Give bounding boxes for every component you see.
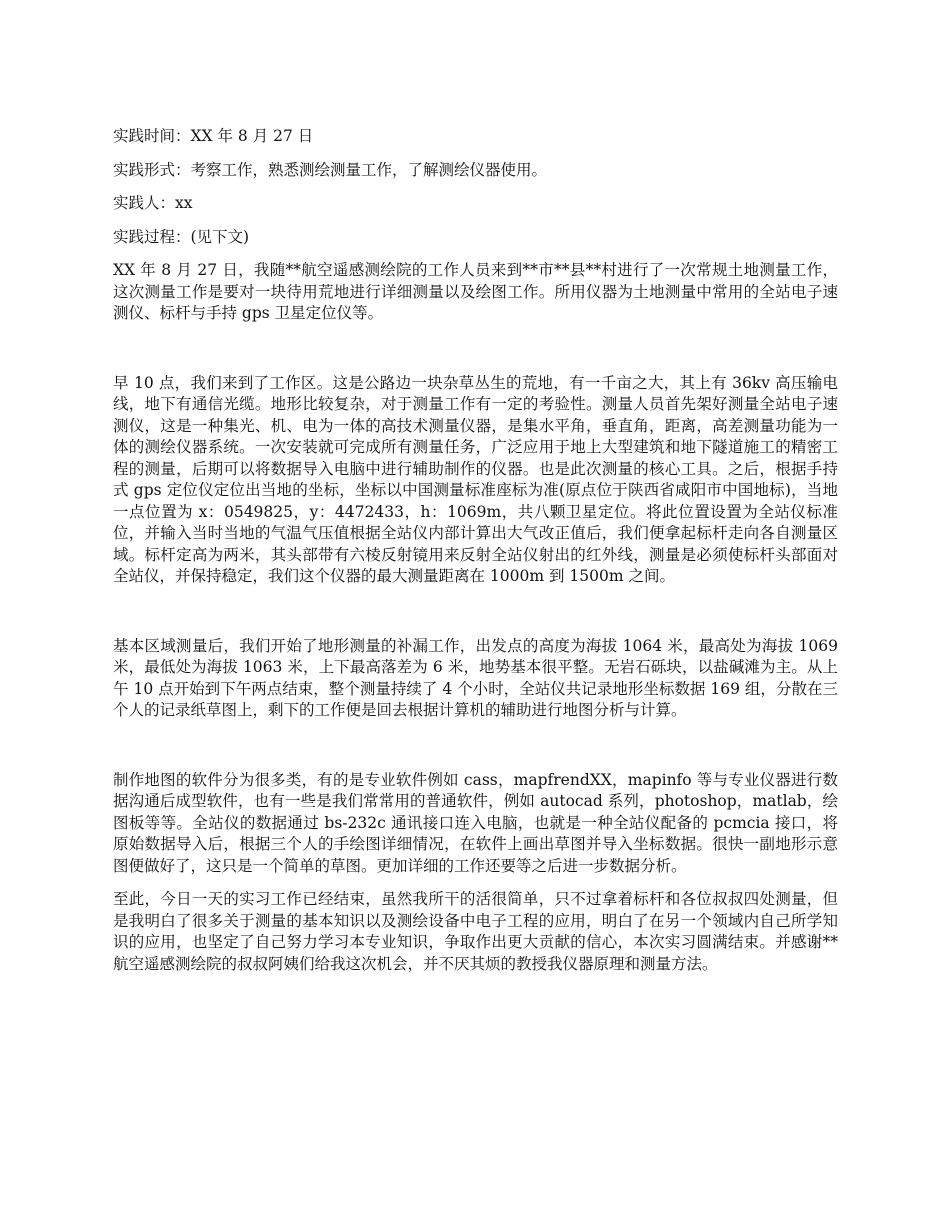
paragraph-map-software: 制作地图的软件分为很多类，有的是专业软件例如 cass，mapfrendXX，mapinfo 等与专业仪器进行数据沟通后成型软件，也有一些是我们常常用的普通软件，例如 autocad 系列，photoshop，matlab，绘图板等等。全站仪的数据通过 bs-232c 通讯接口连入电脑，也就是一种全站仪配备的 pcmcia 接口，将原始数据导入后，根据三个人的手绘图详细情况，在软件上画出草图并导入坐标数据。很快一副地形示意图便做好了，这只是一个简单的草图。更加详细的工作还要等之后进一步数据分析。 [113, 770, 838, 875]
practice-process: 实践过程：(见下文) [113, 227, 250, 246]
practice-time: 实践时间：XX 年 8 月 27 日 [113, 127, 314, 145]
paragraph-gap [113, 337, 838, 373]
paragraph-terrain-survey: 基本区域测量后，我们开始了地形测量的补漏工作，出发点的高度为海拔 1064 米，最高处为海拔 1069 米，最低处为海拔 1063 米，上下最高落差为 6 米，地势基本很平整。无岩石砾块，以盐碱滩为主。从上午 10 点开始到下午两点结束，整个测量持续了 4 个小时，全站仪共记录地形坐标数据 169 组，分散在三个人的记录纸草图上，剩下的工作便是回去根据计算机的辅助进行地图分析与计算。 [113, 636, 838, 719]
document-page [113, 126, 838, 987]
paragraph-conclusion: 至此，今日一天的实习工作已经结束，虽然我所干的活很简单，只不过拿着标杆和各位叔叔四处测量，但是我明白了很多关于测量的基本知识以及测绘设备中电子工程的应用，明白了在另一个领域内自己所学知识的应用，也坚定了自己努力学习本专业知识，争取作出更大贡献的信心，本次实习圆满结束。并感谢**航空遥感测绘院的叔叔阿姨们给我这次机会，并不厌其烦的教授我仪器原理和测量方法。 [113, 890, 838, 973]
paragraph-gap [113, 600, 838, 636]
practice-person: 实践人：xx [113, 194, 193, 212]
practice-form: 实践形式：考察工作，熟悉测绘测量工作，了解测绘仪器使用。 [113, 160, 548, 179]
paragraph-intro: XX 年 8 月 27 日，我随**航空遥感测绘院的工作人员来到**市**县**村进行了一次常规土地测量工作，这次测量工作是要对一块待用荒地进行详细测量以及绘图工作。所用仪器为土地测量中常用的全站电子速测仪、标杆与手持 gps 卫星定位仪等。 [113, 261, 838, 322]
paragraph-survey-setup: 早 10 点，我们来到了工作区。这是公路边一块杂草丛生的荒地，有一千亩之大，其上有 36kv 高压输电线，地下有通信光缆。地形比较复杂，对于测量工作有一定的考验性。测量人员首先架好测量全站电子速测仪，这是一种集光、机、电为一体的高技术测量仪器，是集水平角，垂直角，距离，高差测量功能为一体的测绘仪器系统。一次安装就可完成所有测量任务，广泛应用于地上大型建筑和地下隧道施工的精密工程的测量，后期可以将数据导入电脑中进行辅助制作的仪器。也是此次测量的核心工具。之后，根据手持式 gps 定位仪定位出当地的坐标，坐标以中国测量标准座标为准(原点位于陕西省咸阳市中国地标)，当地一点位置为 x：0549825，y：4472433，h：1069m，共八颗卫星定位。将此位置设置为全站仪标准位，并输入当时当地的气温气压值根据全站仪内部计算出大气改正值后，我们便拿起标杆走向各自测量区域。标杆定高为两米，其头部带有六棱反射镜用来反射全站仪射出的红外线，测量是必须使标杆头部面对全站仪，并保持稳定，我们这个仪器的最大测量距离在 1000m 到 1500m 之间。 [113, 373, 838, 585]
paragraph-gap [113, 734, 838, 770]
